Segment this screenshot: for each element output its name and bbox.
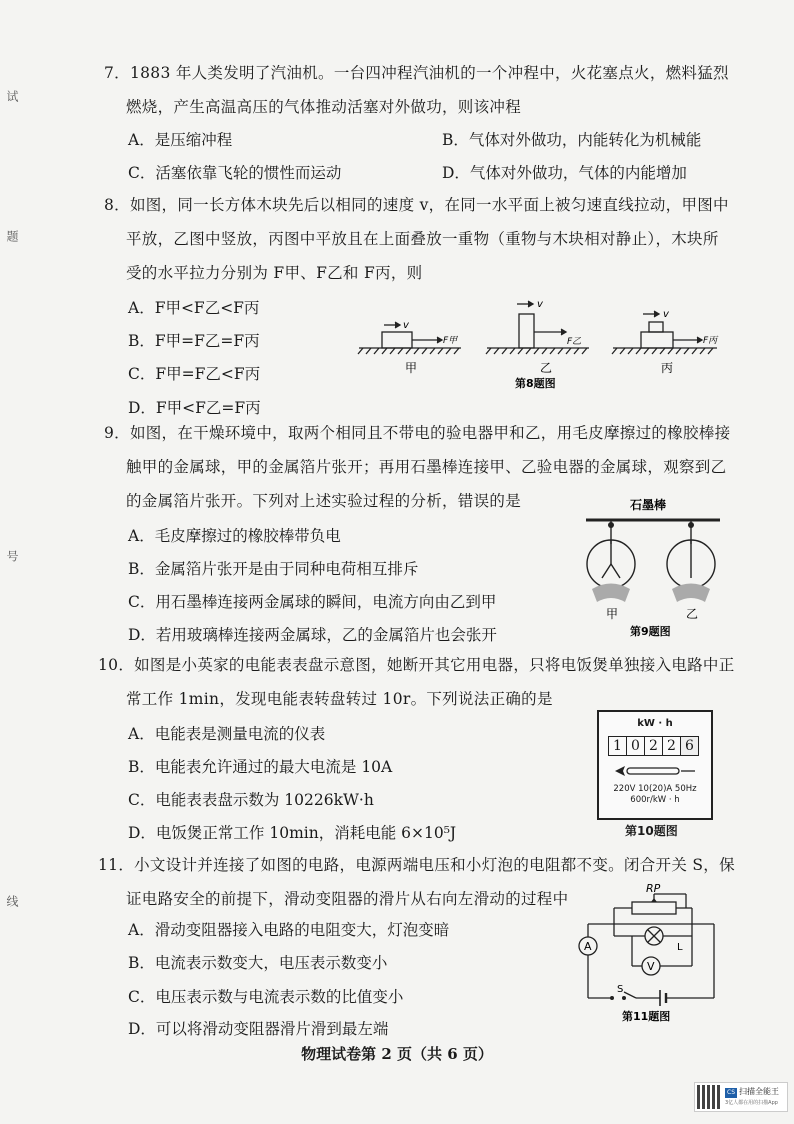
option-a: A．是压缩冲程: [128, 131, 233, 149]
meter-disc-icon: [613, 764, 697, 778]
figure-label: 甲: [405, 361, 418, 375]
force-label: F甲: [443, 336, 458, 346]
meter-digit: 2: [663, 737, 681, 755]
option-c: C．F甲=F乙<F丙: [128, 365, 261, 383]
switch-label: S: [617, 984, 624, 995]
meter-spec: 220V 10(20)A 50Hz: [613, 784, 697, 794]
margin-mark: 号: [5, 550, 19, 562]
figure-caption: 第8题图: [515, 377, 556, 390]
figure-label: 丙: [661, 361, 674, 375]
option-a: A．毛皮摩擦过的橡胶棒带负电: [128, 527, 341, 545]
option-a: A．滑动变阻器接入电路的电阻变大，灯泡变暗: [128, 921, 450, 939]
option-b: B．电流表示数变大，电压表示数变小: [128, 954, 388, 972]
figure-caption: 第11题图: [622, 1010, 671, 1023]
scanner-title: 扫描全能王: [739, 1086, 779, 1096]
figure-caption: 第10题图: [625, 824, 678, 838]
question-text: 常工作 1min，发现电能表转盘转过 10r。下列说法正确的是: [126, 690, 553, 708]
figure-label: 甲: [606, 607, 619, 621]
option-b: B．金属箔片张开是由于同种电荷相互排斥: [128, 560, 419, 578]
qr-code-icon: [697, 1085, 721, 1109]
meter-digit: 2: [645, 737, 663, 755]
option-a: A．F甲<F乙<F丙: [128, 299, 260, 317]
margin-mark: 题: [5, 230, 19, 242]
question-text: 的金属箔片张开。下列对上述实验过程的分析，错误的是: [126, 492, 522, 510]
figure-8: [355, 292, 735, 392]
option-d: D．电饭煲正常工作 10min，消耗电能 6×10⁵J: [128, 824, 457, 842]
question-text: 7．1883 年人类发明了汽油机。一台四冲程汽油机的一个冲程中，火花塞点火，燃料猛烈: [104, 64, 729, 82]
scanner-watermark: [694, 1082, 788, 1112]
option-b: B．电能表允许通过的最大电流是 10A: [128, 758, 393, 776]
question-text: 燃烧，产生高温高压的气体推动活塞对外做功，则该冲程: [126, 98, 522, 116]
margin-mark: 试: [5, 90, 19, 102]
velocity-label: v: [663, 309, 669, 320]
meter-spec: 600r/kW · h: [630, 795, 680, 805]
meter-digit: 6: [680, 736, 699, 756]
option-b: B．F甲=F乙=F丙: [128, 332, 260, 350]
option-d: D．气体对外做功，气体的内能增加: [442, 164, 687, 182]
question-7: [104, 56, 729, 124]
ammeter-label: A: [584, 940, 592, 953]
scanner-logo: CS: [727, 1088, 735, 1096]
rheostat-label: RP: [646, 884, 661, 895]
option-d: D．可以将滑动变阻器滑片滑到最左端: [128, 1020, 389, 1038]
option-b: B．气体对外做功，内能转化为机械能: [442, 131, 702, 149]
option-d: D．F甲<F乙=F丙: [128, 399, 261, 417]
option-d: D．若用玻璃棒连接两金属球，乙的金属箔片也会张开: [128, 626, 497, 644]
question-10: [98, 648, 735, 716]
meter-digit: 0: [627, 737, 645, 755]
option-c: C．电能表表盘示数为 10226kW·h: [128, 791, 374, 809]
energy-meter: [597, 710, 713, 820]
figure-label: 乙: [686, 607, 699, 621]
option-c: C．活塞依靠飞轮的惯性而运动: [128, 164, 342, 182]
question-text: 8．如图，同一长方体木块先后以相同的速度 v，在同一水平面上被匀速直线拉动，甲图中: [104, 196, 729, 214]
scanner-subtitle: 3亿人都在用的扫描App: [725, 1099, 778, 1106]
rod-label: 石墨棒: [630, 498, 667, 512]
force-label: F乙: [567, 337, 582, 347]
option-c: C．用石墨棒连接两金属球的瞬间，电流方向由乙到甲: [128, 593, 497, 611]
figure-label: 乙: [540, 361, 553, 375]
voltmeter-label: V: [647, 960, 655, 973]
option-a: A．电能表是测量电流的仪表: [128, 725, 326, 743]
option-c: C．电压表示数与电流表示数的比值变小: [128, 988, 404, 1006]
question-text: 触甲的金属球，甲的金属箔片张开；再用石墨棒连接甲、乙验电器的金属球，观察到乙: [126, 458, 727, 476]
figure-9: [578, 494, 728, 639]
lamp-label: L: [677, 942, 683, 953]
margin-mark: 线: [5, 895, 19, 907]
question-text: 11．小文设计并连接了如图的电路，电源两端电压和小灯泡的电阻都不变。闭合开关 S，保: [98, 856, 735, 874]
question-text: 受的水平拉力分别为 F甲、F乙和 F丙，则: [126, 264, 423, 282]
question-text: 9．如图，在干燥环境中，取两个相同且不带电的验电器甲和乙，用毛皮摩擦过的橡胶棒接: [104, 424, 731, 442]
meter-digit: 1: [609, 737, 627, 755]
question-text: 证电路安全的前提下，滑动变阻器的滑片从右向左滑动的过程中: [126, 890, 569, 908]
question-text: 10．如图是小英家的电能表表盘示意图，她断开其它用电器，只将电饭煲单独接入电路中正: [98, 656, 735, 674]
velocity-label: v: [537, 299, 543, 310]
figure-11: [574, 884, 724, 1024]
force-label: F丙: [703, 336, 718, 346]
figure-caption: 第9题图: [630, 625, 671, 638]
question-8: [104, 188, 729, 290]
page-footer: 物理试卷第 2 页（共 6 页）: [301, 1045, 493, 1063]
question-text: 平放，乙图中竖放，丙图中平放且在上面叠放一重物（重物与木块相对静止），木块所: [126, 230, 719, 248]
velocity-label: v: [403, 320, 409, 331]
meter-digits: [608, 736, 699, 756]
meter-unit: kW · h: [637, 718, 673, 729]
